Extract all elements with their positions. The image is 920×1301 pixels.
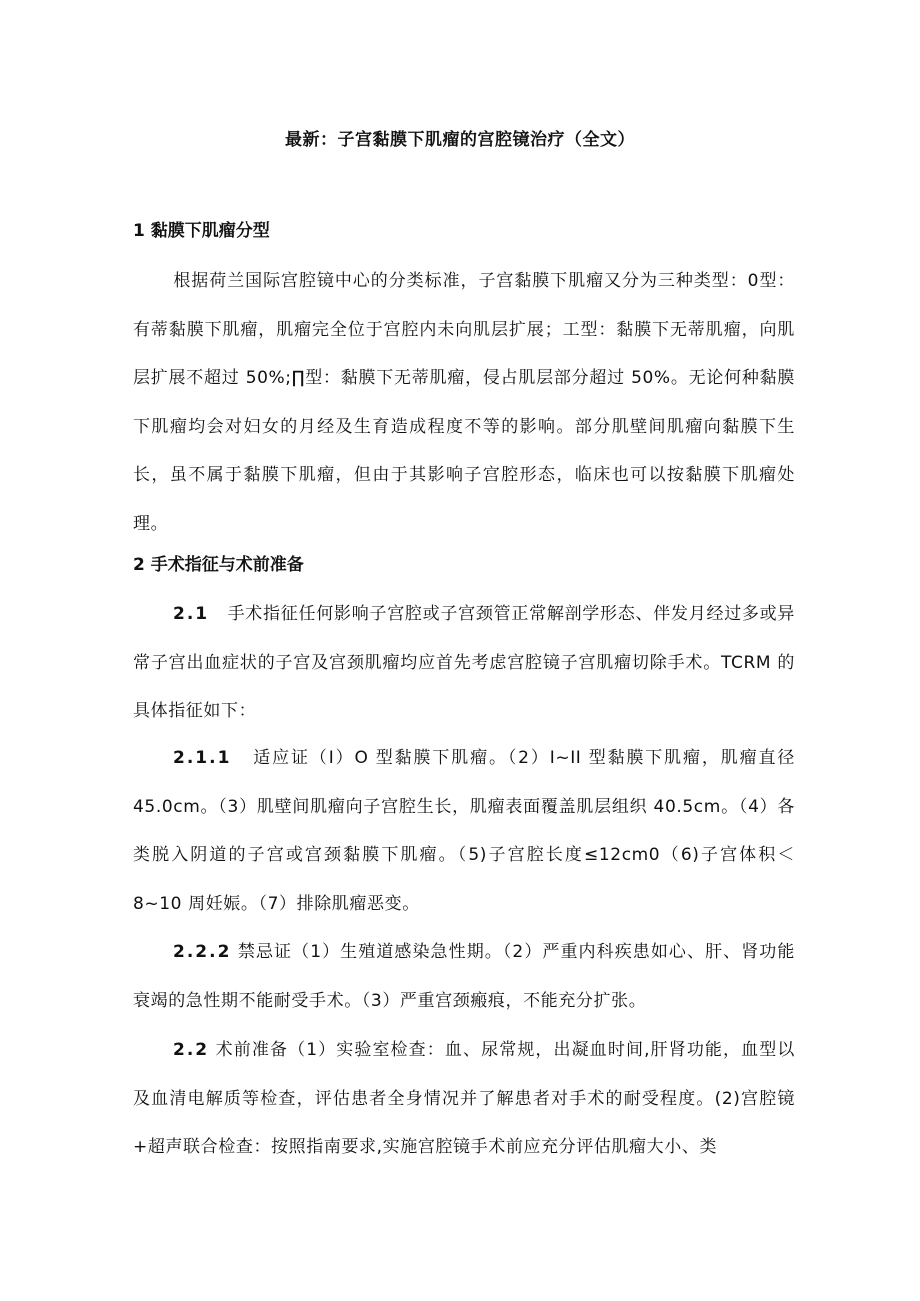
paragraph-2-1-text: 手术指征任何影响子宫腔或子宫颈管正常解剖学形态、伴发月经过多或异常子宫出血症状的子宫及宫颈肌瘤均应首先考虑宫腔镜子宫肌瘤切除手术。TCRM 的具体指征如下： <box>133 604 796 722</box>
paragraph-2-1 <box>133 590 795 736</box>
section-1-heading: 1 黏膜下肌瘤分型 <box>133 221 270 241</box>
paragraph-2-1-1-number: 2.1.1 <box>173 748 232 768</box>
document-title: 最新：子宫黏膜下肌瘤的宫腔镜治疗（全文） <box>285 130 635 150</box>
paragraph-2-1-number: 2.1 <box>173 604 210 624</box>
section-1-text: 根据荷兰国际宫腔镜中心的分类标准，子宫黏膜下肌瘤又分为三种类型：0型：有蒂黏膜下肌瘤，肌瘤完全位于宫腔内未向肌层扩展；工型：黏膜下无蒂肌瘤，向肌层扩展不超过 50%;∏型：黏膜下无蒂肌瘤，侵占肌层部分超过 50%。无论何种黏膜下肌瘤均会对妇女的月经及生育造成程度不等的影响。部分肌壁间肌瘤向黏膜下生长，虽不属于黏膜下肌瘤，但由于其影响子宫腔形态，临床也可以按黏膜下肌瘤处理。 <box>133 271 795 534</box>
paragraph-2-2-text: 术前准备（1）实验室检查：血、尿常规，出凝血时间,肝肾功能，血型以及血清电解质等检查，评估患者全身情况并了解患者对手术的耐受程度。(2)宫腔镜+超声联合检查：按照指南要求,实施宫腔镜手术前应充分评估肌瘤大小、类 <box>133 1040 795 1158</box>
paragraph-2-2-2-text: 禁忌证（1）生殖道感染急性期。（2）严重内科疾患如心、肝、肾功能衰竭的急性期不能耐受手术。（3）严重宫颈瘢痕，不能充分扩张。 <box>133 942 795 1011</box>
paragraph-2-2-2-number: 2.2.2 <box>173 942 232 962</box>
paragraph-2-2-2 <box>133 928 795 1025</box>
section-2-heading: 2 手术指征与术前准备 <box>133 555 304 575</box>
section-1-paragraph <box>133 257 795 549</box>
paragraph-2-1-1-text: 适应证（I）O 型黏膜下肌瘤。（2）I~II 型黏膜下肌瘤，肌瘤直径45.0cm。（3）肌壁间肌瘤向子宫腔生长，肌瘤表面覆盖肌层组织 40.5cm。（4）各类脱入阴道的子宫或宫颈黏膜下肌瘤。（5)子宫腔长度≤12cm0（6)子宫体积＜8~10 周妊娠。（7）排除肌瘤恶变。 <box>133 748 796 914</box>
paragraph-2-2-number: 2.2 <box>173 1040 210 1060</box>
paragraph-2-1-1 <box>133 734 795 928</box>
paragraph-2-2 <box>133 1026 795 1172</box>
